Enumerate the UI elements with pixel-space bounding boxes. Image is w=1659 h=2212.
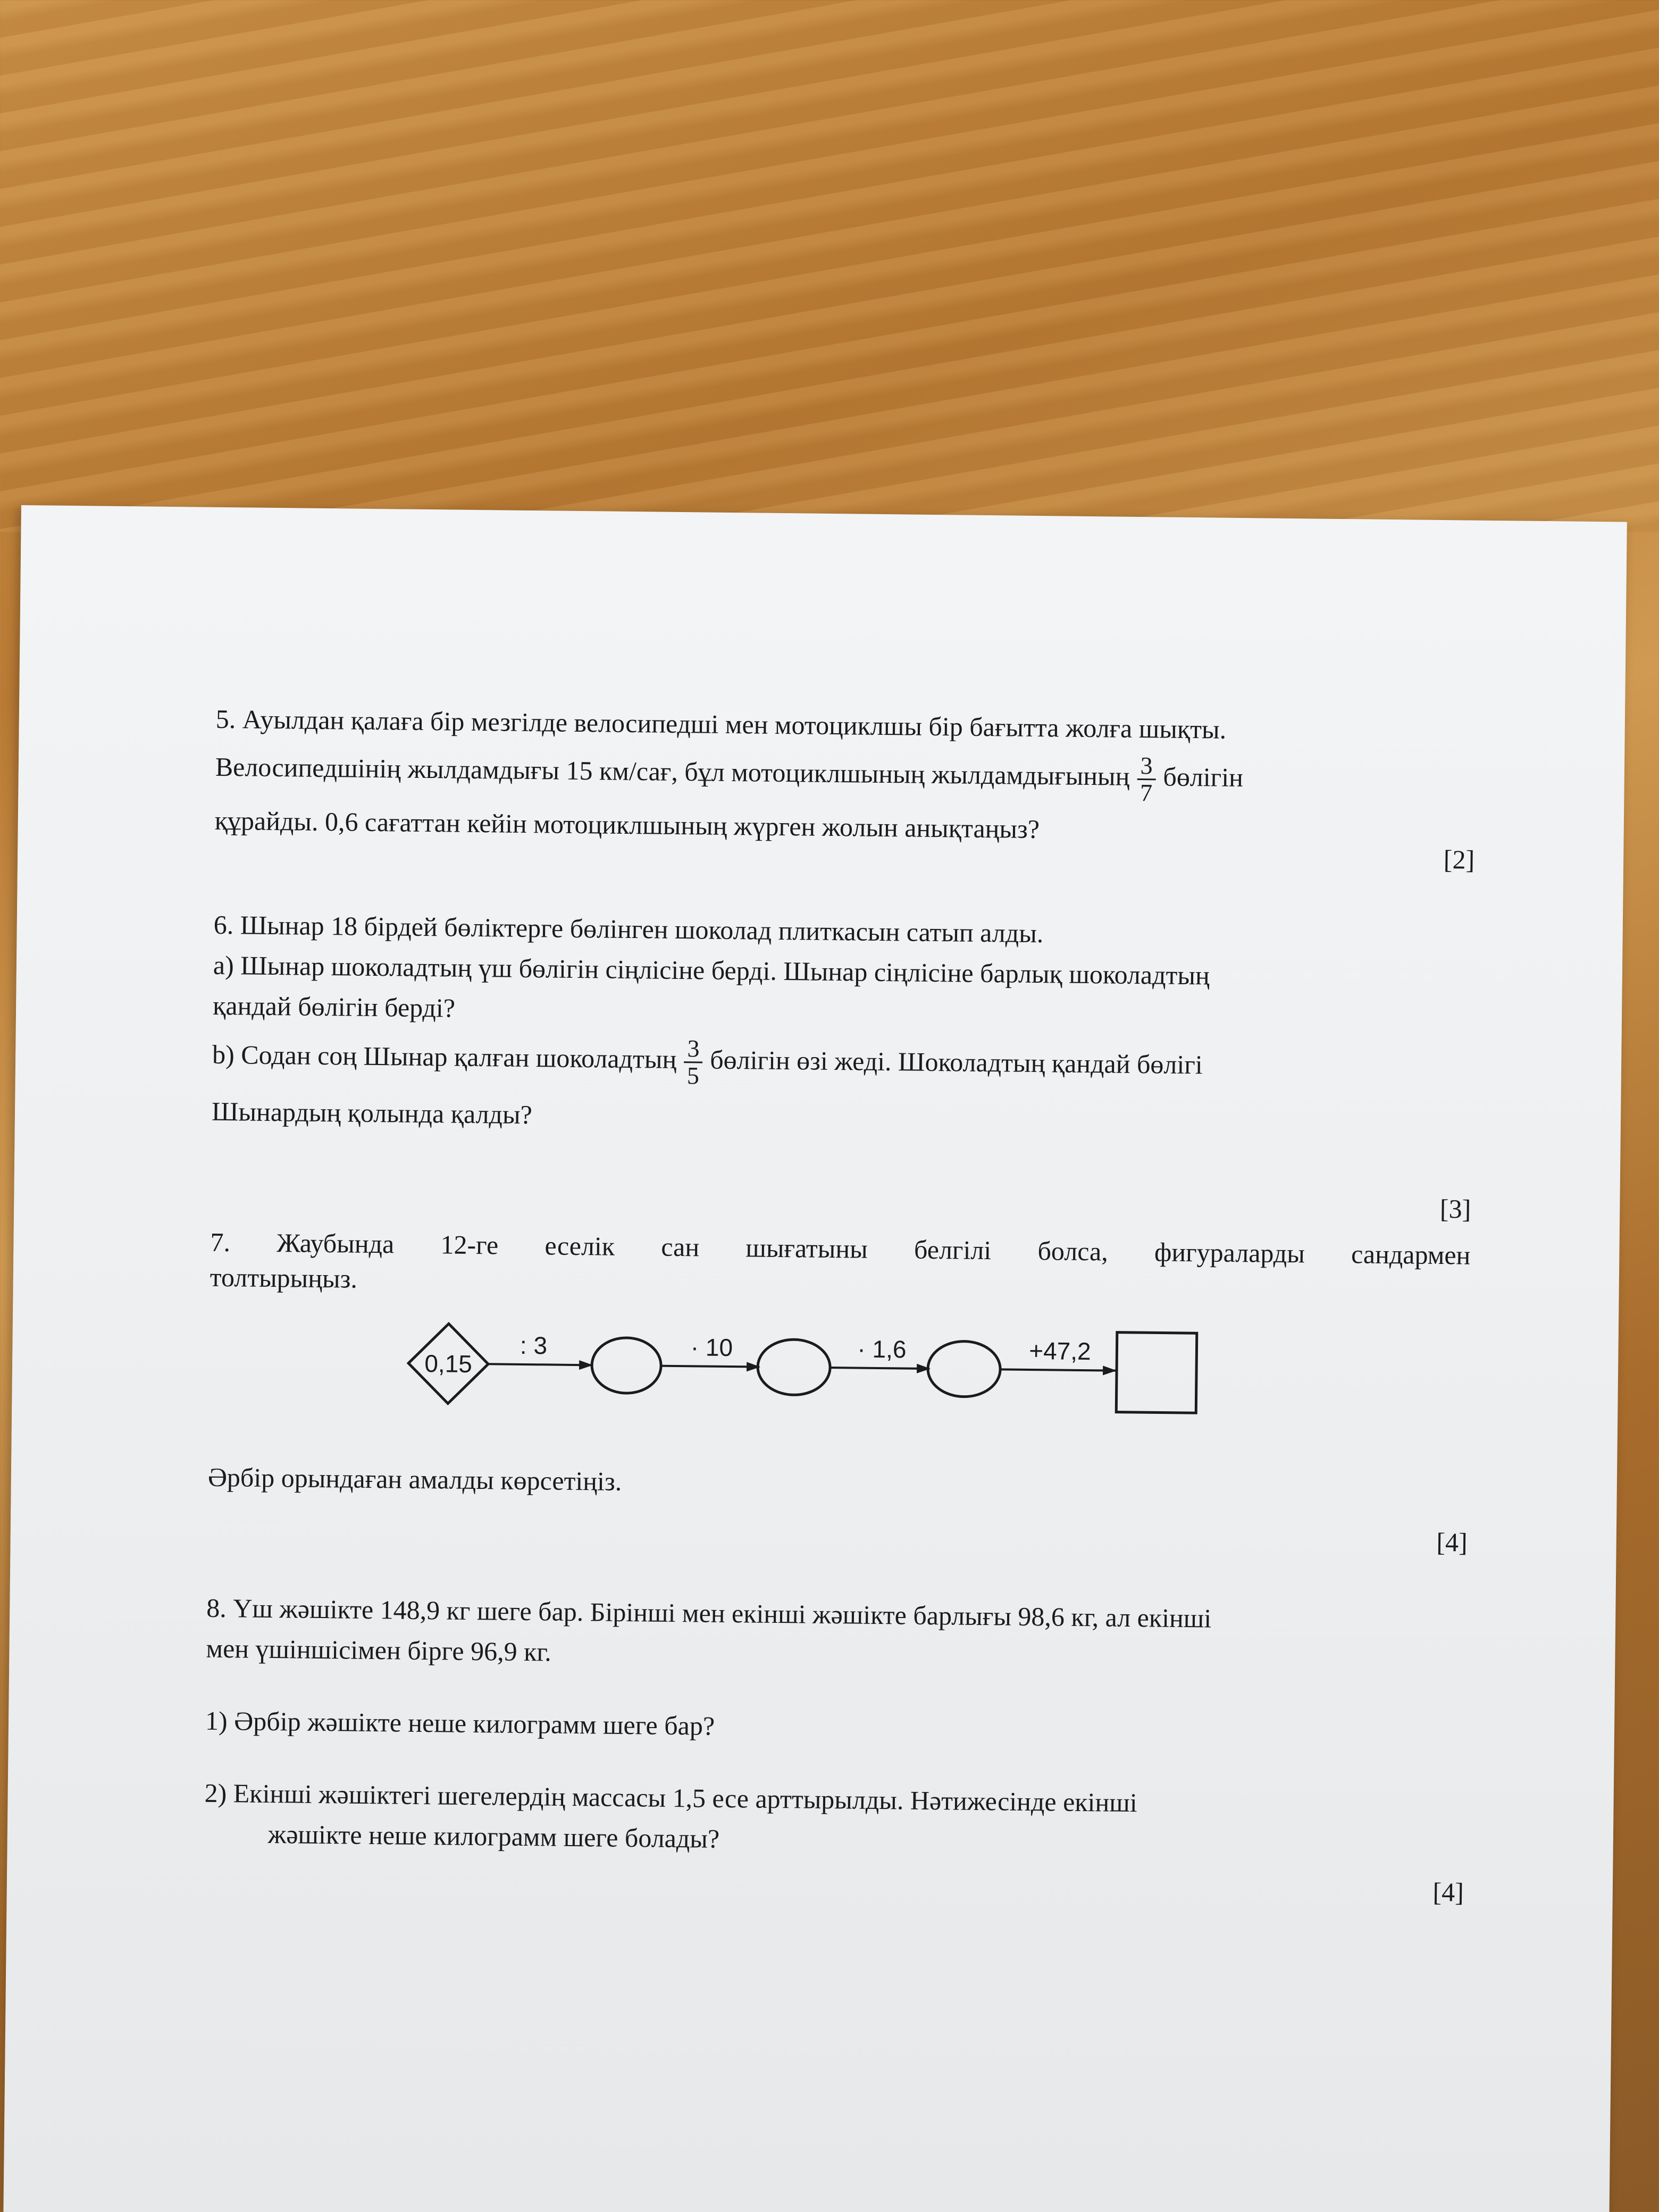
problem-8-line-2: мен үшіншісімен бірге 96,9 кг. — [206, 1633, 552, 1667]
empty-circle-3[interactable] — [928, 1341, 1001, 1397]
problem-7 — [207, 1222, 1471, 1557]
problem-8-question-1: 1) Әрбір жәшікте неше килограмм шеге бар? — [205, 1705, 715, 1741]
problem-6-part-a-line-1: a) Шынар шоколадтың үш бөлігін сіңлісіне берді. Шынар сіңлісіне барлық шоколадтың — [213, 950, 1210, 991]
problem-6-line-1: 6. Шынар 18 бірдей бөліктерге бөлінген шоколад плиткасын сатып алды. — [213, 909, 1044, 949]
arrow-1 — [488, 1364, 592, 1365]
fraction-numerator: 3 — [684, 1036, 703, 1063]
fraction-3-7 — [1137, 753, 1156, 806]
wooden-table-background — [0, 0, 1659, 532]
problem-5-line-3: құрайды. 0,6 сағаттан кейін мотоциклшының жүрген жолын анықтаңыз? — [214, 805, 1040, 844]
problem-7-line-2: толтырыңыз. — [210, 1262, 358, 1294]
problem-5-line-2-end: бөлігін — [1163, 761, 1244, 793]
operation-chain-svg — [405, 1321, 1230, 1430]
problem-6-part-a-line-2: қандай бөлігін берді? — [212, 990, 456, 1023]
problem-7-line-1: 7. Жаубында 12-ге еселік сан шығатыны белгілі болса, фигураларды сандармен — [210, 1227, 1471, 1270]
empty-circle-1[interactable] — [592, 1337, 661, 1393]
problem-5-line-1: 5. Ауылдан қалаға бір мезгілде велосипедші мен мотоциклшы бір бағытта жолға шықты. — [215, 703, 1227, 744]
operation-divide-3: : 3 — [520, 1331, 548, 1360]
problem-5-score: [2] — [1443, 844, 1475, 875]
problem-7-score: [4] — [1436, 1527, 1468, 1557]
problem-5 — [214, 699, 1476, 875]
worksheet-content — [204, 699, 1476, 1907]
problem-5-line-2-text: Велосипедшінің жылдамдығы 15 км/сағ, бұл мотоциклшының жылдамдығының — [215, 751, 1130, 791]
fraction-denominator: 7 — [1139, 779, 1153, 807]
arrow-3 — [830, 1368, 929, 1369]
start-value: 0,15 — [424, 1350, 473, 1378]
problem-8-question-2-line-2: жәшікте неше килограмм шеге болады? — [267, 1819, 720, 1854]
problem-6-part-b-line-1 — [212, 1031, 1473, 1097]
problem-8-score: [4] — [1432, 1876, 1464, 1907]
fraction-3-5 — [684, 1036, 703, 1088]
empty-circle-2[interactable] — [758, 1339, 831, 1395]
problem-8-line-1: 8. Үш жәшікте 148,9 кг шеге бар. Бірінші мен екінші жәшікте барлығы 98,6 кг, ал екінші — [206, 1593, 1212, 1633]
problem-6-part-b-text-end: бөлігін өзі жеді. Шоколадтың қандай бөлігі — [709, 1044, 1203, 1080]
problem-6-part-b-text: b) Содан соң Шынар қалған шоколадтың — [212, 1039, 677, 1074]
operation-chain-diagram — [405, 1321, 1230, 1430]
operation-add-47-2: +47,2 — [1028, 1336, 1091, 1365]
problem-6 — [211, 904, 1474, 1224]
problem-8 — [204, 1588, 1467, 1907]
operation-multiply-10: · 10 — [690, 1333, 733, 1362]
empty-result-square[interactable] — [1116, 1333, 1197, 1413]
problem-6-score: [3] — [1439, 1194, 1471, 1224]
arrow-2 — [661, 1366, 759, 1367]
fraction-denominator: 5 — [686, 1062, 700, 1090]
problem-8-question-2-line-1: 2) Екінші жәшіктегі шегелердің массасы 1,5 есе арттырылды. Нәтижесінде екінші — [204, 1778, 1137, 1818]
arrow-4 — [1000, 1369, 1116, 1370]
problem-6-part-b-line-2: Шынардың қолында қалды? — [211, 1096, 533, 1130]
worksheet-paper — [3, 505, 1627, 2212]
problem-7-footer: Әрбір орындаған амалды көрсетіңіз. — [207, 1462, 622, 1496]
problem-5-line-2 — [215, 743, 1476, 809]
fraction-numerator: 3 — [1137, 753, 1156, 780]
operation-multiply-1-6: · 1,6 — [857, 1335, 907, 1363]
